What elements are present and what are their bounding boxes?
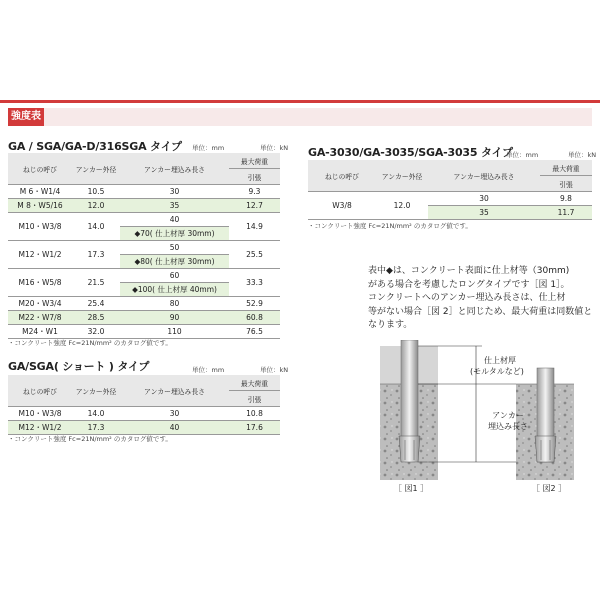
cell-outer: 17.3 [72, 421, 120, 435]
table3-header-call: ねじの呼び [308, 160, 376, 192]
table-row [8, 407, 280, 421]
cell-max: 17.6 [229, 421, 280, 435]
cell-max: 33.3 [229, 269, 280, 297]
cell-outer: 25.4 [72, 297, 120, 311]
cell-outer: 14.0 [72, 213, 120, 241]
table-row [8, 269, 280, 283]
cell-depth: 40 [120, 421, 229, 435]
table3-unit-kn: 単位：kN [568, 151, 597, 159]
cell-depth-long: ◆100( 仕上材厚 40mm) [120, 283, 229, 297]
table1-header-depth: アンカー埋込み長さ [120, 153, 229, 185]
section-label: 強度表 [8, 108, 44, 126]
cell-outer: 14.0 [72, 407, 120, 421]
description-line: なります。 [368, 320, 413, 330]
cell-call: M10・W3/8 [8, 213, 72, 241]
cell-outer: 32.0 [72, 325, 120, 339]
cell-call: M12・W1/2 [8, 241, 72, 269]
table3-header-depth: アンカー埋込み長さ [428, 160, 540, 192]
cell-outer: 12.0 [376, 192, 428, 220]
cell-call: M12・W1/2 [8, 421, 72, 435]
table2-note: ・コンクリート強度 Fc=21N/mm² のカタログ値です。 [8, 435, 172, 443]
cell-max: 14.9 [229, 213, 280, 241]
table1-header-pull: 引張 [229, 169, 280, 185]
cell-call: M24・W1 [8, 325, 72, 339]
cell-depth: 35 [428, 206, 540, 220]
table2-title: GA/SGA( ショート ) タイプ [8, 360, 150, 373]
figure1-caption: ［ 図1 ］ [394, 484, 429, 493]
cell-call: M10・W3/8 [8, 407, 72, 421]
cell-depth: 50 [120, 241, 229, 255]
cell-outer: 28.5 [72, 311, 120, 325]
table-row [8, 185, 280, 199]
cell-outer: 10.5 [72, 185, 120, 199]
table3 [308, 160, 592, 220]
cell-max: 76.5 [229, 325, 280, 339]
table-row [8, 213, 280, 227]
label-anchor-sub: 埋込み長さ [488, 422, 528, 431]
header-rule [0, 100, 600, 103]
table3-note: ・コンクリート強度 Fc=21N/mm² のカタログ値です。 [308, 222, 472, 230]
table2-unit-kn: 単位：kN [260, 366, 289, 374]
cell-max: 25.5 [229, 241, 280, 269]
cell-depth: 90 [120, 311, 229, 325]
cell-max: 12.7 [229, 199, 280, 213]
table1-note: ・コンクリート強度 Fc=21N/mm² のカタログ値です。 [8, 339, 172, 347]
table2 [8, 375, 280, 435]
table-row [8, 311, 280, 325]
table2-header-call: ねじの呼び [8, 375, 72, 407]
table2-header-depth: アンカー埋込み長さ [120, 375, 229, 407]
table1-unit-mm: 単位：mm [192, 144, 225, 152]
table3-unit-mm: 単位：mm [506, 151, 539, 159]
label-finish: 仕上材厚 [484, 356, 516, 365]
table-row [308, 192, 592, 206]
cell-outer: 21.5 [72, 269, 120, 297]
table1-title: GA / SGA/GA-D/316SGA タイプ [8, 140, 182, 153]
cell-max: 10.8 [229, 407, 280, 421]
table3-header-max: 最大荷重 [540, 160, 592, 176]
description-line: がある場合を考慮したロングタイプです［図 1］。 [368, 279, 570, 290]
cell-call: M 6・W1/4 [8, 185, 72, 199]
cell-depth: 30 [428, 192, 540, 206]
table1-header-outer: アンカー外径 [72, 153, 120, 185]
cell-call: W3/8 [308, 192, 376, 220]
table-row [8, 421, 280, 435]
table2-header-pull: 引張 [229, 391, 280, 407]
description-line: 表中◆は、コンクリート表面に仕上材等（30mm) [368, 266, 570, 276]
cell-max: 11.7 [540, 206, 592, 220]
cell-depth: 30 [120, 407, 229, 421]
figure2-caption: ［ 図2 ］ [532, 484, 567, 493]
table-row [8, 241, 280, 255]
cell-call: M 8・W5/16 [8, 199, 72, 213]
description-line: 等がない場合［図 2］と同じため、最大荷重は同数値と [368, 306, 593, 317]
table3-header-outer: アンカー外径 [376, 160, 428, 192]
table3-title: GA-3030/GA-3035/SGA-3035 タイプ [308, 146, 513, 159]
label-finish-sub: (モルタルなど) [470, 367, 524, 376]
cell-max: 9.8 [540, 192, 592, 206]
cell-max: 9.3 [229, 185, 280, 199]
table-row [8, 297, 280, 311]
table2-header-outer: アンカー外径 [72, 375, 120, 407]
cell-max: 52.9 [229, 297, 280, 311]
cell-depth: 110 [120, 325, 229, 339]
cell-outer: 12.0 [72, 199, 120, 213]
cell-outer: 17.3 [72, 241, 120, 269]
table3-header-pull: 引張 [540, 176, 592, 192]
cell-depth: 60 [120, 269, 229, 283]
label-anchor: アンカー [492, 411, 524, 420]
table1 [8, 153, 280, 339]
cell-call: M20・W3/4 [8, 297, 72, 311]
description [368, 265, 596, 333]
description-line: コンクリートへのアンカー埋込み長さは、仕上材 [368, 293, 566, 303]
cell-depth-long: ◆80( 仕上材厚 30mm) [120, 255, 229, 269]
cell-depth: 80 [120, 297, 229, 311]
table2-header-max: 最大荷重 [229, 375, 280, 391]
cell-call: M16・W5/8 [8, 269, 72, 297]
table1-unit-kn: 単位：kN [260, 144, 289, 152]
cell-depth-long: ◆70( 仕上材厚 30mm) [120, 227, 229, 241]
cell-call: M22・W7/8 [8, 311, 72, 325]
cell-depth: 35 [120, 199, 229, 213]
table1-header-max: 最大荷重 [229, 153, 280, 169]
cell-depth: 40 [120, 213, 229, 227]
table1-header-call: ねじの呼び [8, 153, 72, 185]
table-row [8, 199, 280, 213]
cell-depth: 30 [120, 185, 229, 199]
cell-max: 60.8 [229, 311, 280, 325]
section-band [44, 108, 592, 126]
table-row [8, 325, 280, 339]
table2-unit-mm: 単位：mm [192, 366, 225, 374]
